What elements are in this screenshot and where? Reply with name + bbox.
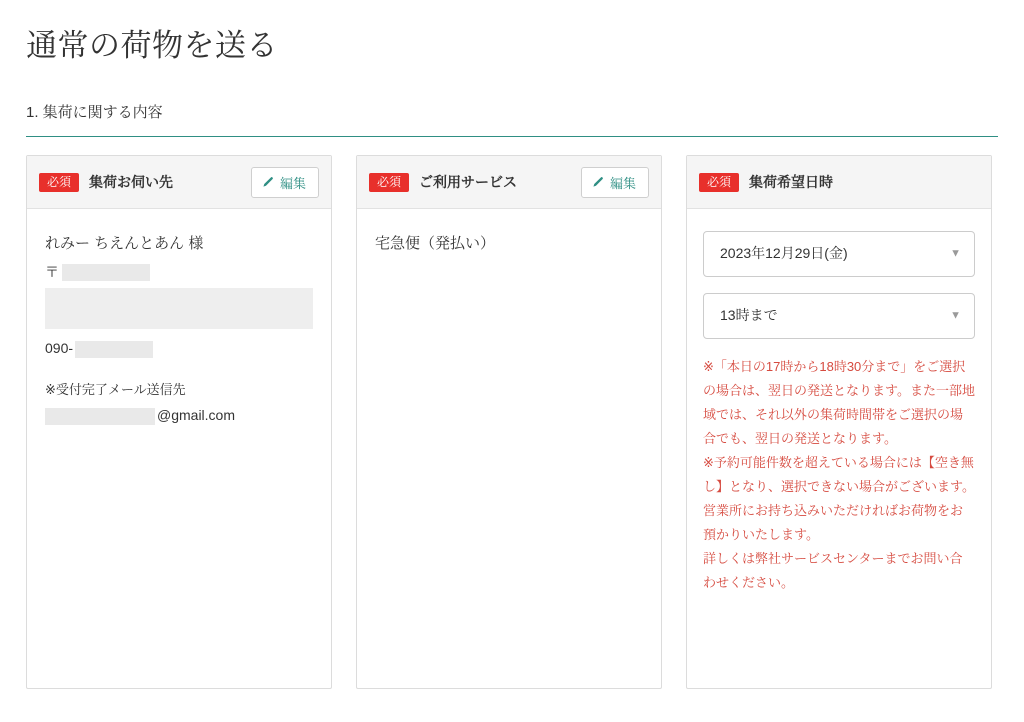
card-schedule [686,155,992,689]
card-columns [0,137,1024,689]
edit-service-button[interactable] [581,167,649,198]
card-title-service: ご利用サービス [419,174,518,190]
redacted-postal-code [62,264,150,281]
redacted-address-block [45,288,313,329]
pickup-time-value: 13時まで [720,307,778,324]
pickup-time-select-wrap [703,293,975,339]
edit-service-label: 編集 [609,175,636,191]
pickup-date-select-wrap [703,231,975,277]
postal-code-prefix: 〒 [45,263,59,280]
card-header-pickup-address [27,156,331,209]
schedule-note: ※予約可能件数を超えている場合には【空き無し】となり、選択できない場合がございます。 [703,455,975,495]
edit-pickup-address-button[interactable] [251,167,319,198]
card-header-service [357,156,661,209]
service-value: 宅急便（発払い） [375,235,496,252]
chevron-down-icon: ▼ [950,247,961,260]
page-title: 通常の荷物を送る [26,28,278,63]
card-body-service [357,209,661,688]
card-header-schedule [687,156,991,209]
phone-prefix: 090- [45,340,74,357]
card-pickup-address [26,155,332,689]
schedule-notes [703,355,975,595]
schedule-note: 営業所にお持ち込みいただければお荷物をお預かりいたします。 [703,503,964,543]
postal-code-row [45,261,313,285]
pickup-date-value: 2023年12月29日(金) [720,245,848,262]
required-badge: 必須 [699,173,739,192]
phone-row [45,337,313,361]
mail-domain: @gmail.com [157,407,236,424]
card-body-schedule [687,209,991,688]
mail-row [45,404,313,428]
redacted-phone [75,341,153,358]
mail-note-label: ※受付完了メール送信先 [45,382,186,398]
pencil-icon [261,176,274,189]
edit-pickup-address-label: 編集 [279,175,306,191]
pickup-date-select[interactable] [703,231,975,277]
section-title: 1. 集荷に関する内容 [26,104,163,121]
chevron-down-icon: ▼ [950,309,961,322]
schedule-note: ※「本日の17時から18時30分まで」をご選択の場合は、翌日の発送となります。また一部地域では、それ以外の集荷時間帯をご選択の場合でも、翌日の発送となります。 [703,359,975,447]
redacted-mail-local [45,408,155,425]
pickup-time-select[interactable] [703,293,975,339]
card-body-pickup-address [27,209,331,688]
schedule-note: 詳しくは弊社サービスセンターまでお問い合わせください。 [703,551,963,591]
pencil-icon [591,176,604,189]
recipient-name: れみー ちえんとあん 様 [45,235,204,252]
card-service [356,155,662,689]
required-badge: 必須 [39,173,79,192]
required-badge: 必須 [369,173,409,192]
card-title-schedule: 集荷希望日時 [749,174,834,190]
card-title-pickup-address: 集荷お伺い先 [89,174,174,190]
